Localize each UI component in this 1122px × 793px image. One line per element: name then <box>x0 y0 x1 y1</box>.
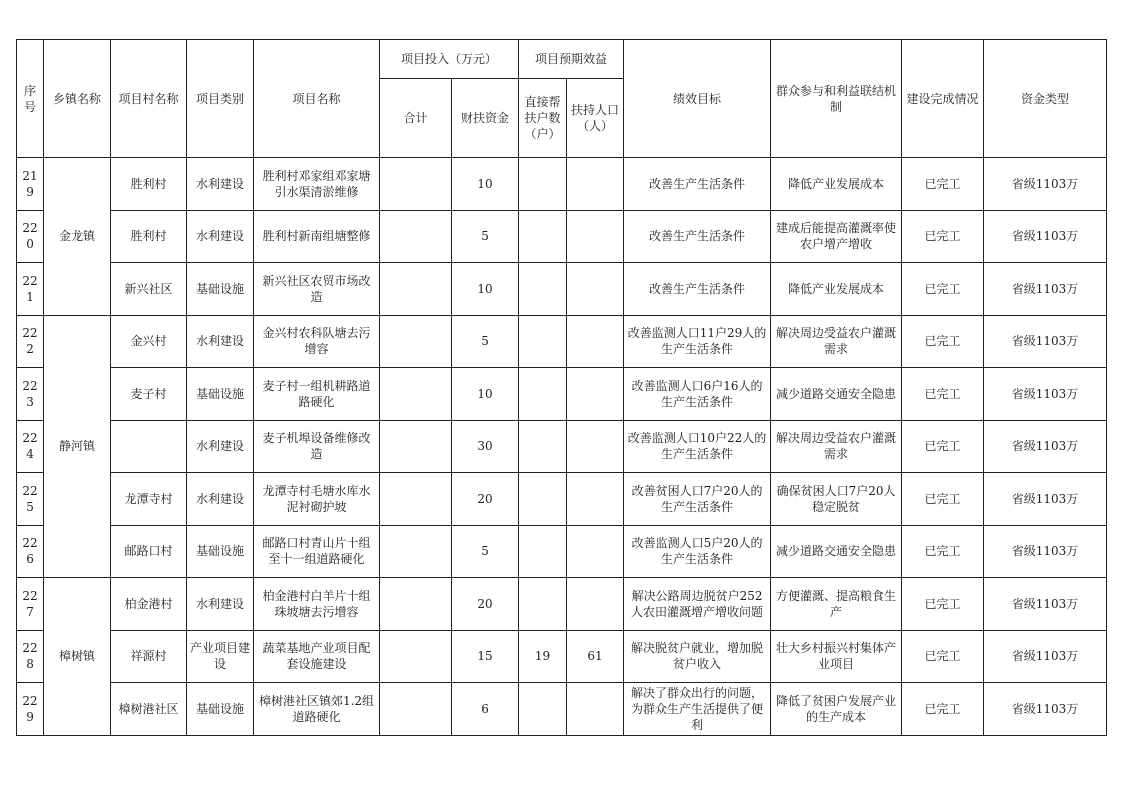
mechanism-cell: 减少道路交通安全隐患 <box>771 525 902 578</box>
households-cell <box>519 473 567 526</box>
header-town: 乡镇名称 <box>44 40 111 158</box>
total-cell <box>380 578 452 631</box>
goal-cell: 解决脱贫户就业，增加脱贫户收入 <box>624 630 771 683</box>
goal-cell: 改善监测人口6户16人的生产生活条件 <box>624 368 771 421</box>
category-cell: 水利建设 <box>187 578 254 631</box>
category-cell: 基础设施 <box>187 368 254 421</box>
table-row <box>17 473 1107 526</box>
seq-cell: 225 <box>17 473 44 526</box>
total-cell <box>380 525 452 578</box>
project-name-cell: 金兴村农科队塘去污增容 <box>254 315 380 368</box>
header-mechanism: 群众参与和利益联结机制 <box>771 40 902 158</box>
project-name-cell: 胜利村新南组塘整修 <box>254 210 380 263</box>
completion-cell: 已完工 <box>902 630 984 683</box>
households-cell <box>519 525 567 578</box>
table-row <box>17 630 1107 683</box>
mechanism-cell: 壮大乡村振兴村集体产业项目 <box>771 630 902 683</box>
header-project-name: 项目名称 <box>254 40 380 158</box>
goal-cell: 改善生产生活条件 <box>624 158 771 211</box>
fund-type-cell: 省级1103万 <box>984 420 1107 473</box>
header-benefit: 项目预期效益 <box>519 40 624 79</box>
population-cell <box>567 263 624 316</box>
table-row <box>17 683 1107 736</box>
header-households: 直接帮扶户数（户） <box>519 79 567 158</box>
header-village: 项目村名称 <box>111 40 187 158</box>
category-cell: 水利建设 <box>187 315 254 368</box>
project-name-cell: 邮路口村青山片十组至十一组道路硬化 <box>254 525 380 578</box>
households-cell <box>519 315 567 368</box>
category-cell: 基础设施 <box>187 525 254 578</box>
goal-cell: 改善监测人口11户29人的生产生活条件 <box>624 315 771 368</box>
town-cell: 樟树镇 <box>44 578 111 736</box>
header-seq: 序号 <box>17 40 44 158</box>
town-cell: 静河镇 <box>44 315 111 578</box>
seq-cell: 224 <box>17 420 44 473</box>
header-goal: 绩效目标 <box>624 40 771 158</box>
mechanism-cell: 确保贫困人口7户20人稳定脱贫 <box>771 473 902 526</box>
header-population: 扶持人口（人） <box>567 79 624 158</box>
households-cell: 19 <box>519 630 567 683</box>
goal-cell: 改善监测人口10户22人的生产生活条件 <box>624 420 771 473</box>
seq-cell: 226 <box>17 525 44 578</box>
seq-cell: 229 <box>17 683 44 736</box>
village-cell: 胜利村 <box>111 158 187 211</box>
fund-type-cell: 省级1103万 <box>984 578 1107 631</box>
households-cell <box>519 683 567 736</box>
population-cell <box>567 315 624 368</box>
header-funds: 财扶资金 <box>452 79 519 158</box>
households-cell <box>519 158 567 211</box>
mechanism-cell: 降低产业发展成本 <box>771 158 902 211</box>
fund-type-cell: 省级1103万 <box>984 263 1107 316</box>
project-name-cell: 麦子村一组机耕路道路硬化 <box>254 368 380 421</box>
seq-cell: 228 <box>17 630 44 683</box>
completion-cell: 已完工 <box>902 420 984 473</box>
funds-cell: 15 <box>452 630 519 683</box>
completion-cell: 已完工 <box>902 525 984 578</box>
population-cell <box>567 578 624 631</box>
mechanism-cell: 解决周边受益农户灌溉需求 <box>771 420 902 473</box>
population-cell <box>567 683 624 736</box>
seq-cell: 223 <box>17 368 44 421</box>
fund-type-cell: 省级1103万 <box>984 315 1107 368</box>
completion-cell: 已完工 <box>902 210 984 263</box>
funds-cell: 5 <box>452 525 519 578</box>
village-cell: 金兴村 <box>111 315 187 368</box>
total-cell <box>380 315 452 368</box>
header-category: 项目类别 <box>187 40 254 158</box>
seq-cell: 221 <box>17 263 44 316</box>
population-cell: 61 <box>567 630 624 683</box>
households-cell <box>519 420 567 473</box>
households-cell <box>519 210 567 263</box>
total-cell <box>380 210 452 263</box>
population-cell <box>567 158 624 211</box>
town-cell: 金龙镇 <box>44 158 111 316</box>
population-cell <box>567 473 624 526</box>
table-row <box>17 420 1107 473</box>
completion-cell: 已完工 <box>902 315 984 368</box>
fund-type-cell: 省级1103万 <box>984 683 1107 736</box>
table-row <box>17 158 1107 211</box>
goal-cell: 解决公路周边脱贫户252人农田灌溉增产增收问题 <box>624 578 771 631</box>
category-cell: 水利建设 <box>187 420 254 473</box>
completion-cell: 已完工 <box>902 263 984 316</box>
funds-cell: 10 <box>452 158 519 211</box>
households-cell <box>519 263 567 316</box>
population-cell <box>567 210 624 263</box>
fund-type-cell: 省级1103万 <box>984 368 1107 421</box>
project-name-cell: 柏金港村白羊片十组珠坡塘去污增容 <box>254 578 380 631</box>
village-cell: 邮路口村 <box>111 525 187 578</box>
village-cell: 柏金港村 <box>111 578 187 631</box>
village-cell: 胜利村 <box>111 210 187 263</box>
completion-cell: 已完工 <box>902 683 984 736</box>
project-table <box>16 39 1107 736</box>
total-cell <box>380 420 452 473</box>
households-cell <box>519 578 567 631</box>
fund-type-cell: 省级1103万 <box>984 630 1107 683</box>
funds-cell: 6 <box>452 683 519 736</box>
total-cell <box>380 368 452 421</box>
village-cell: 龙潭寺村 <box>111 473 187 526</box>
project-name-cell: 蔬菜基地产业项目配套设施建设 <box>254 630 380 683</box>
category-cell: 产业项目建设 <box>187 630 254 683</box>
funds-cell: 10 <box>452 368 519 421</box>
seq-cell: 227 <box>17 578 44 631</box>
total-cell <box>380 683 452 736</box>
project-name-cell: 胜利村邓家组邓家塘引水渠清淤维修 <box>254 158 380 211</box>
funds-cell: 10 <box>452 263 519 316</box>
mechanism-cell: 降低产业发展成本 <box>771 263 902 316</box>
goal-cell: 改善贫困人口7户20人的生产生活条件 <box>624 473 771 526</box>
table-row <box>17 315 1107 368</box>
total-cell <box>380 630 452 683</box>
project-name-cell: 麦子机埠设备维修改造 <box>254 420 380 473</box>
funds-cell: 5 <box>452 315 519 368</box>
category-cell: 基础设施 <box>187 683 254 736</box>
households-cell <box>519 368 567 421</box>
funds-cell: 20 <box>452 578 519 631</box>
total-cell <box>380 263 452 316</box>
population-cell <box>567 420 624 473</box>
seq-cell: 222 <box>17 315 44 368</box>
completion-cell: 已完工 <box>902 158 984 211</box>
project-name-cell: 樟树港社区镇郊1.2组道路硬化 <box>254 683 380 736</box>
village-cell: 新兴社区 <box>111 263 187 316</box>
population-cell <box>567 368 624 421</box>
completion-cell: 已完工 <box>902 473 984 526</box>
project-name-cell: 龙潭寺村毛塘水库水泥衬砌护坡 <box>254 473 380 526</box>
table-row <box>17 525 1107 578</box>
goal-cell: 改善生产生活条件 <box>624 263 771 316</box>
mechanism-cell: 建成后能提高灌溉率使农户增产增收 <box>771 210 902 263</box>
category-cell: 水利建设 <box>187 473 254 526</box>
completion-cell: 已完工 <box>902 368 984 421</box>
goal-cell: 改善监测人口5户20人的生产生活条件 <box>624 525 771 578</box>
funds-cell: 5 <box>452 210 519 263</box>
total-cell <box>380 158 452 211</box>
mechanism-cell: 减少道路交通安全隐患 <box>771 368 902 421</box>
fund-type-cell: 省级1103万 <box>984 158 1107 211</box>
population-cell <box>567 525 624 578</box>
table-row <box>17 578 1107 631</box>
fund-type-cell: 省级1103万 <box>984 210 1107 263</box>
funds-cell: 20 <box>452 473 519 526</box>
village-cell: 麦子村 <box>111 368 187 421</box>
header-completion: 建设完成情况 <box>902 40 984 158</box>
fund-type-cell: 省级1103万 <box>984 525 1107 578</box>
project-name-cell: 新兴社区农贸市场改造 <box>254 263 380 316</box>
goal-cell: 改善生产生活条件 <box>624 210 771 263</box>
village-cell: 祥源村 <box>111 630 187 683</box>
seq-cell: 220 <box>17 210 44 263</box>
funds-cell: 30 <box>452 420 519 473</box>
category-cell: 基础设施 <box>187 263 254 316</box>
total-cell <box>380 473 452 526</box>
header-investment: 项目投入（万元） <box>380 40 519 79</box>
table-row <box>17 210 1107 263</box>
category-cell: 水利建设 <box>187 158 254 211</box>
mechanism-cell: 解决周边受益农户灌溉需求 <box>771 315 902 368</box>
table-row <box>17 263 1107 316</box>
header-total: 合计 <box>380 79 452 158</box>
goal-cell: 解决了群众出行的问题，为群众生产生活提供了便利 <box>624 683 771 736</box>
mechanism-cell: 降低了贫困户发展产业的生产成本 <box>771 683 902 736</box>
mechanism-cell: 方便灌溉、提高粮食生产 <box>771 578 902 631</box>
header-fund-type: 资金类型 <box>984 40 1107 158</box>
table-row <box>17 368 1107 421</box>
village-cell <box>111 420 187 473</box>
category-cell: 水利建设 <box>187 210 254 263</box>
fund-type-cell: 省级1103万 <box>984 473 1107 526</box>
completion-cell: 已完工 <box>902 578 984 631</box>
village-cell: 樟树港社区 <box>111 683 187 736</box>
seq-cell: 219 <box>17 158 44 211</box>
